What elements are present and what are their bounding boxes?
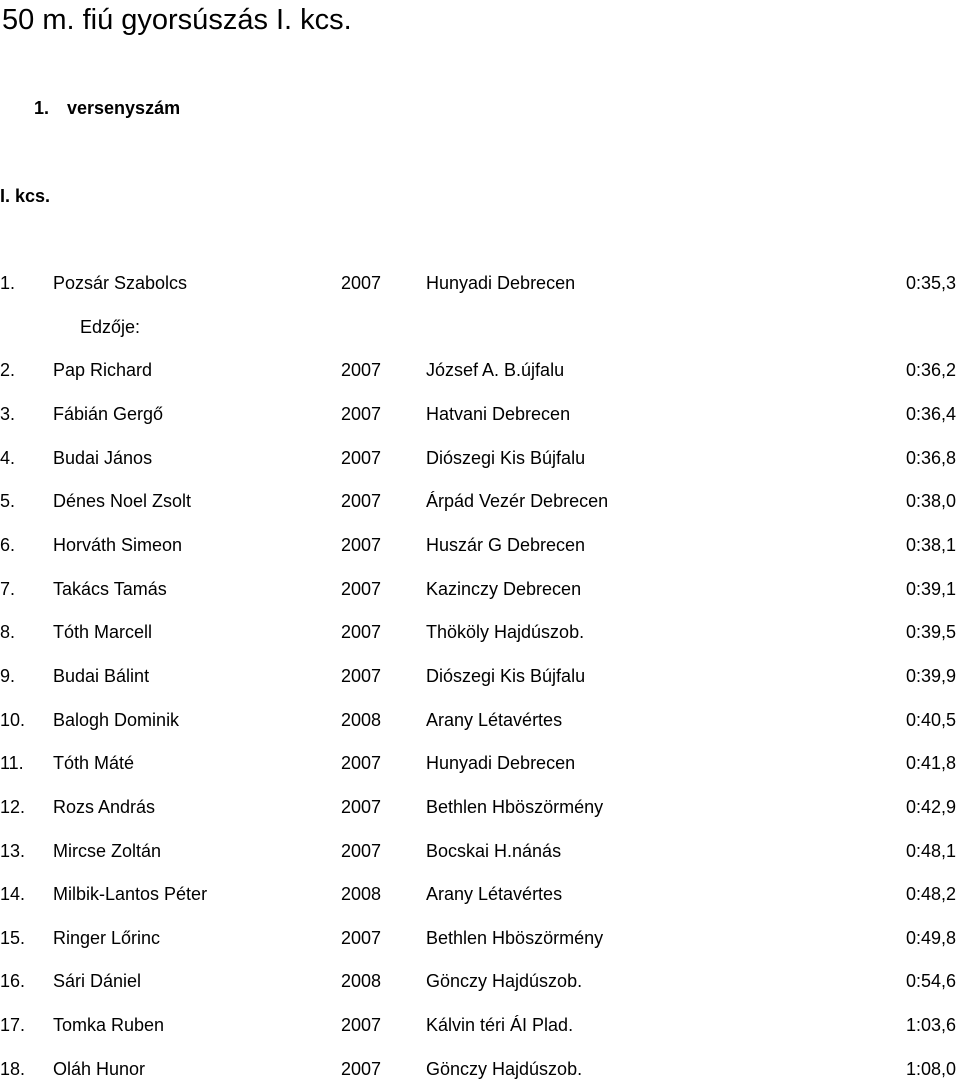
result-club: Árpád Vezér Debrecen	[426, 491, 609, 511]
table-row	[0, 969, 960, 993]
result-time: 0:49,8	[905, 928, 956, 948]
result-club: Huszár G Debrecen	[426, 535, 586, 555]
result-club: Arany Létavértes	[426, 884, 563, 904]
result-time: 0:48,1	[905, 841, 956, 861]
event-number: 1.	[34, 98, 50, 118]
result-year: 2007	[341, 404, 382, 424]
result-name: Tomka Ruben	[53, 1015, 165, 1035]
table-row	[0, 839, 960, 863]
result-year: 2008	[341, 710, 382, 730]
result-time: 0:40,5	[905, 710, 956, 730]
result-time: 0:36,4	[905, 404, 956, 424]
result-name: Balogh Dominik	[53, 710, 180, 730]
table-row	[0, 1013, 960, 1037]
result-year: 2007	[341, 928, 382, 948]
table-row	[0, 533, 960, 557]
result-time: 0:36,8	[905, 448, 956, 468]
result-year: 2007	[341, 1059, 382, 1079]
result-rank: 13.	[0, 841, 26, 861]
table-row	[0, 795, 960, 819]
result-time: 0:38,0	[905, 491, 956, 511]
result-year: 2007	[341, 666, 382, 686]
result-rank: 7.	[0, 579, 16, 599]
result-rank: 5.	[0, 491, 16, 511]
result-year: 2007	[341, 273, 382, 293]
table-row	[0, 664, 960, 688]
result-club: Hatvani Debrecen	[426, 404, 571, 424]
table-row	[0, 708, 960, 732]
event-name: versenyszám	[67, 98, 181, 118]
result-name: Budai János	[53, 448, 153, 468]
table-row	[0, 358, 960, 382]
result-rank: 16.	[0, 971, 26, 991]
result-time: 0:48,2	[905, 884, 956, 904]
result-rank: 18.	[0, 1059, 26, 1079]
page-title: 50 m. fiú gyorsúszás I. kcs.	[2, 4, 352, 36]
result-name: Dénes Noel Zsolt	[53, 491, 192, 511]
result-name: Ringer Lőrinc	[53, 928, 161, 948]
result-club: Diószegi Kis Bújfalu	[426, 448, 586, 468]
coach-label: Edzője:	[80, 317, 141, 337]
result-time: 1:03,6	[905, 1015, 956, 1035]
table-row	[0, 577, 960, 601]
result-name: Sári Dániel	[53, 971, 142, 991]
result-rank: 3.	[0, 404, 16, 424]
result-club: József A. B.újfalu	[426, 360, 565, 380]
result-rank: 12.	[0, 797, 26, 817]
result-rank: 14.	[0, 884, 26, 904]
table-row	[0, 271, 960, 295]
result-name: Budai Bálint	[53, 666, 150, 686]
result-club: Bethlen Hböszörmény	[426, 797, 604, 817]
table-row	[0, 882, 960, 906]
result-year: 2007	[341, 579, 382, 599]
result-time: 0:36,2	[905, 360, 956, 380]
result-year: 2007	[341, 841, 382, 861]
result-year: 2007	[341, 491, 382, 511]
result-name: Fábián Gergő	[53, 404, 164, 424]
result-rank: 8.	[0, 622, 16, 642]
result-name: Takács Tamás	[53, 579, 167, 599]
result-time: 0:35,3	[905, 273, 956, 293]
result-club: Arany Létavértes	[426, 710, 563, 730]
result-rank: 11.	[0, 753, 24, 773]
result-name: Rozs András	[53, 797, 156, 817]
result-club: Bethlen Hböszörmény	[426, 928, 604, 948]
result-time: 0:42,9	[905, 797, 956, 817]
result-time: 0:39,5	[905, 622, 956, 642]
result-rank: 9.	[0, 666, 16, 686]
result-rank: 1.	[0, 273, 16, 293]
result-time: 1:08,0	[905, 1059, 956, 1079]
result-club: Hunyadi Debrecen	[426, 273, 576, 293]
table-row	[0, 1057, 960, 1081]
result-time: 0:38,1	[905, 535, 956, 555]
table-row	[0, 402, 960, 426]
result-club: Kálvin téri ÁI Plad.	[426, 1015, 574, 1035]
result-name: Tóth Máté	[53, 753, 135, 773]
result-club: Hunyadi Debrecen	[426, 753, 576, 773]
result-year: 2007	[341, 448, 382, 468]
result-year: 2007	[341, 622, 382, 642]
result-rank: 15.	[0, 928, 26, 948]
table-row	[0, 446, 960, 470]
result-time: 0:39,9	[905, 666, 956, 686]
result-year: 2007	[341, 1015, 382, 1035]
result-club: Gönczy Hajdúszob.	[426, 1059, 583, 1079]
result-club: Kazinczy Debrecen	[426, 579, 582, 599]
result-club: Diószegi Kis Bújfalu	[426, 666, 586, 686]
result-club: Bocskai H.nánás	[426, 841, 562, 861]
result-rank: 2.	[0, 360, 16, 380]
result-name: Tóth Marcell	[53, 622, 153, 642]
result-year: 2007	[341, 753, 382, 773]
table-row	[0, 489, 960, 513]
category-heading: I. kcs.	[0, 186, 51, 206]
result-time: 0:39,1	[905, 579, 956, 599]
result-club: Thököly Hajdúszob.	[426, 622, 585, 642]
result-time: 0:41,8	[905, 753, 956, 773]
result-year: 2007	[341, 535, 382, 555]
result-name: Horváth Simeon	[53, 535, 183, 555]
result-year: 2008	[341, 884, 382, 904]
table-row	[0, 926, 960, 950]
table-row	[0, 620, 960, 644]
result-name: Mircse Zoltán	[53, 841, 162, 861]
result-name: Milbik-Lantos Péter	[53, 884, 208, 904]
result-rank: 10.	[0, 710, 26, 730]
result-year: 2007	[341, 797, 382, 817]
result-year: 2008	[341, 971, 382, 991]
result-club: Gönczy Hajdúszob.	[426, 971, 583, 991]
result-rank: 4.	[0, 448, 16, 468]
result-year: 2007	[341, 360, 382, 380]
table-row	[0, 751, 960, 775]
result-name: Pozsár Szabolcs	[53, 273, 188, 293]
result-rank: 17.	[0, 1015, 26, 1035]
result-name: Oláh Hunor	[53, 1059, 146, 1079]
result-time: 0:54,6	[905, 971, 956, 991]
result-rank: 6.	[0, 535, 16, 555]
result-name: Pap Richard	[53, 360, 153, 380]
